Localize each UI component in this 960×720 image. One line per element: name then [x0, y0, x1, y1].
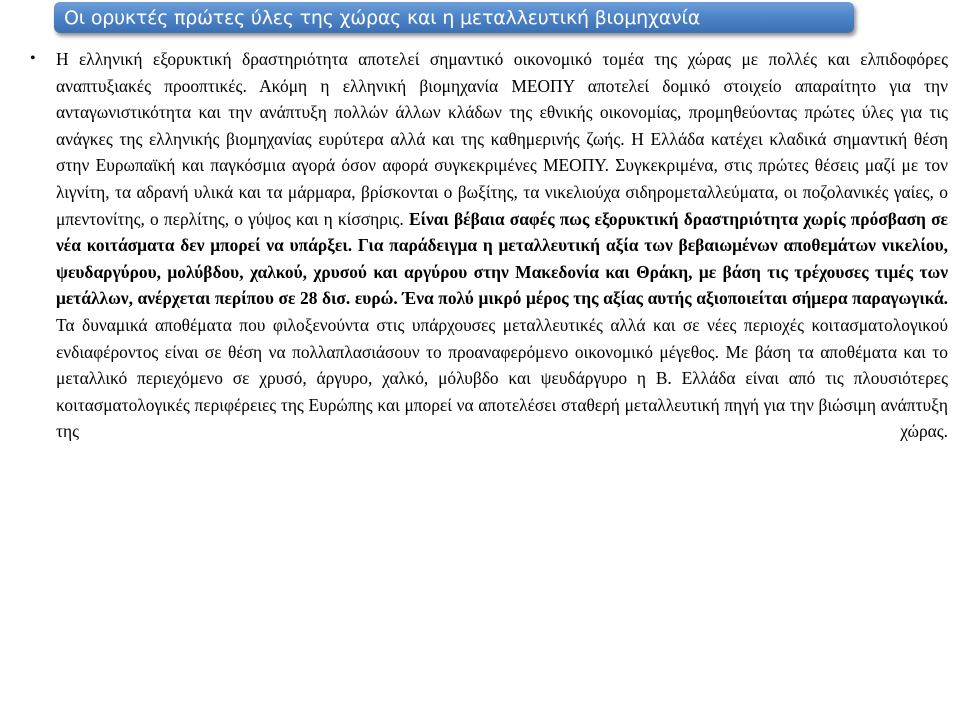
- bullet-icon: •: [30, 50, 36, 67]
- slide-title: Οι ορυκτές πρώτες ύλες της χώρας και η μεταλλευτική βιομηχανία: [64, 6, 701, 29]
- bullet-paragraph: [56, 46, 948, 445]
- paragraph-bold-statement: Είναι βέβαια σαφές πως εξορυκτική δραστηριότητα χωρίς πρόσβαση σε νέα κοιτάσματα δεν μπορεί να υπάρξει.: [56, 208, 948, 256]
- paragraph-outro: Τα δυναμικά αποθέματα που φιλοξενούντα στις υπάρχουσες μεταλλευτικές αλλά και σε νέες περιοχές κοιτασματολογικού ενδιαφέροντος είναι σε θέση να πολλαπλασιάσουν το προαναφερόμενο οικονομικό μέγεθος. Με βάση τα αποθέματα και το μεταλλικό περιεχόμενο σε χρυσό, άργυρο, χαλκό, μόλυβδο και ψευδάργυρο η Β. Ελλάδα είναι από τις πλουσιότερες κοιτασματολογικές περιφέρειες της Ευρώπης και μπορεί να αποτελέσει σταθερή μεταλλευτική πηγή για την βιώσιμη ανάπτυξη της χώρας.: [56, 314, 948, 442]
- title-bar: [54, 2, 854, 33]
- content-area: [30, 46, 948, 445]
- paragraph-intro: Η ελληνική εξορυκτική δραστηριότητα αποτελεί σημαντικό οικονομικό τομέα της χώρας με πολλές και ελπιδοφόρες αναπτυξιακές προοπτικές. Ακόμη η ελληνική βιομηχανία ΜΕΟΠΥ αποτελεί δομικό στοιχείο απαραίτητο για την ανταγωνιστικότητα και την ανάπτυξη πολλών άλλων κλάδων της εθνικής οικονομίας, προμηθεύοντας πρώτες ύλες για τις ανάγκες της ελληνικής βιομηχανίας ευρύτερα αλλά και της καθημερινής ζωής. Η Ελλάδα κατέχει κλαδικά σημαντική θέση στην Ευρωπαϊκή και παγκόσμια αγορά όσον αφορά συγκεκριμένες ΜΕΟΠΥ. Συγκεκριμένα, στις πρώτες θέσεις μαζί με τον λιγνίτη, τα αδρανή υλικά και τα μάρμαρα, βρίσκονται ο βωξίτης, τα νικελιούχα σιδηρομεταλλεύματα, οι ποζολανικές γαίες, ο μπεντονίτης, ο περλίτης, ο γύψος και η κίσσηρις.: [56, 49, 948, 229]
- bullet-item: [30, 46, 948, 445]
- paragraph-bold-example: Για παράδειγμα η μεταλλευτική αξία των βεβαιωμένων αποθεμάτων νικελίου, ψευδαργύρου, μολύβδου, χαλκού, χρυσού και αργύρου στην Μακεδονία και Θράκη, με βάση τις τρέχουσες τιμές των μετάλλων, ανέρχεται περίπου σε 28 δισ. ευρώ. Ένα πολύ μικρό μέρος της αξίας αυτής αξιοποιείται σήμερα παραγωγικά.: [56, 235, 949, 309]
